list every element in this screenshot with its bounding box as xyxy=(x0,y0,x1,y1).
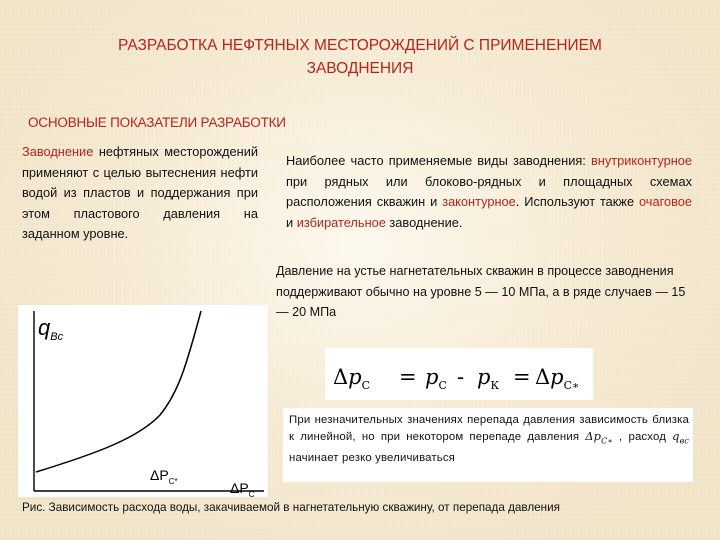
page-title: РАЗРАБОТКА НЕФТЯНЫХ МЕСТОРОЖДЕНИЙ С ПРИМЕНЕНИЕМ ЗАВОДНЕНИЯ xyxy=(118,37,602,77)
formula-term-4: $\Delta p_{С∗}$ xyxy=(535,365,580,392)
term-focal: очаговое xyxy=(638,194,692,210)
formula-eq-1: = xyxy=(399,365,417,389)
wellhead-pressure-text: Давление на устье нагнетательных скважин в процессе заводнения поддерживают обычно на уровне 5 — 10 МПа, а в ряде случаев — 15 — 20 МПа xyxy=(276,264,686,319)
pressure-formula xyxy=(325,348,593,400)
note-text xyxy=(289,412,689,467)
formula-term-3: $p_К$ xyxy=(477,365,499,392)
formula-svg xyxy=(325,348,593,400)
graph-svg xyxy=(18,305,268,497)
term-waterflooding: Заводнение xyxy=(22,144,94,159)
y-axis-label: $q_{Вс}$ xyxy=(38,315,64,343)
term-edge: законтурное xyxy=(442,194,516,210)
types-text-4: и xyxy=(286,214,297,230)
note-text-2: , расход xyxy=(612,431,673,444)
formula-eq-2: = xyxy=(513,365,531,389)
types-text-5: заводнение. xyxy=(385,214,463,230)
x-mark-critical: $\Delta P_{C*}$ xyxy=(150,467,178,486)
section-subtitle: ОСНОВНЫЕ ПОКАЗАТЕЛИ РАЗРАБОТКИ xyxy=(28,115,286,130)
waterflooding-types-text xyxy=(286,151,692,233)
note-text-1: При незначительных значениях перепада давления зависимость близка к линейной, но при некотором перепаде давления xyxy=(289,414,689,444)
term-intracontour: внутриконтурное xyxy=(591,153,692,168)
term-selective: избирательное xyxy=(296,214,386,230)
figure-caption: Рис. Зависимость расхода воды, закачиваемой в нагнетательную скважину, от перепада давления xyxy=(22,501,560,514)
types-text-3: . Используют также xyxy=(515,194,639,210)
formula-term-2: $p_С$ xyxy=(425,365,447,392)
note-text-3: начинает резко увеличиваться xyxy=(289,452,455,465)
flow-pressure-graph xyxy=(18,305,268,497)
types-text-1: Наиболее часто применяемые виды заводнения: xyxy=(286,153,591,168)
formula-minus: - xyxy=(457,365,465,389)
waterflooding-definition xyxy=(22,142,258,245)
definition-text: нефтяных месторождений применяют с целью вытеснения нефти водой из пластов и поддержания при этом пластового давления на заданном уровне. xyxy=(22,144,258,242)
x-mark-pressure: $\Delta P_C$ xyxy=(230,480,255,497)
note-formula-dp: $\Delta p_{С∗}$ xyxy=(585,429,613,446)
types-text-2: при рядных или блоково-рядных и площадных схемах расположения скважин и xyxy=(286,173,692,210)
formula-term-1: $\Delta p_С$ xyxy=(333,365,371,392)
note-formula-q: $q_{вс}$ xyxy=(672,429,690,446)
